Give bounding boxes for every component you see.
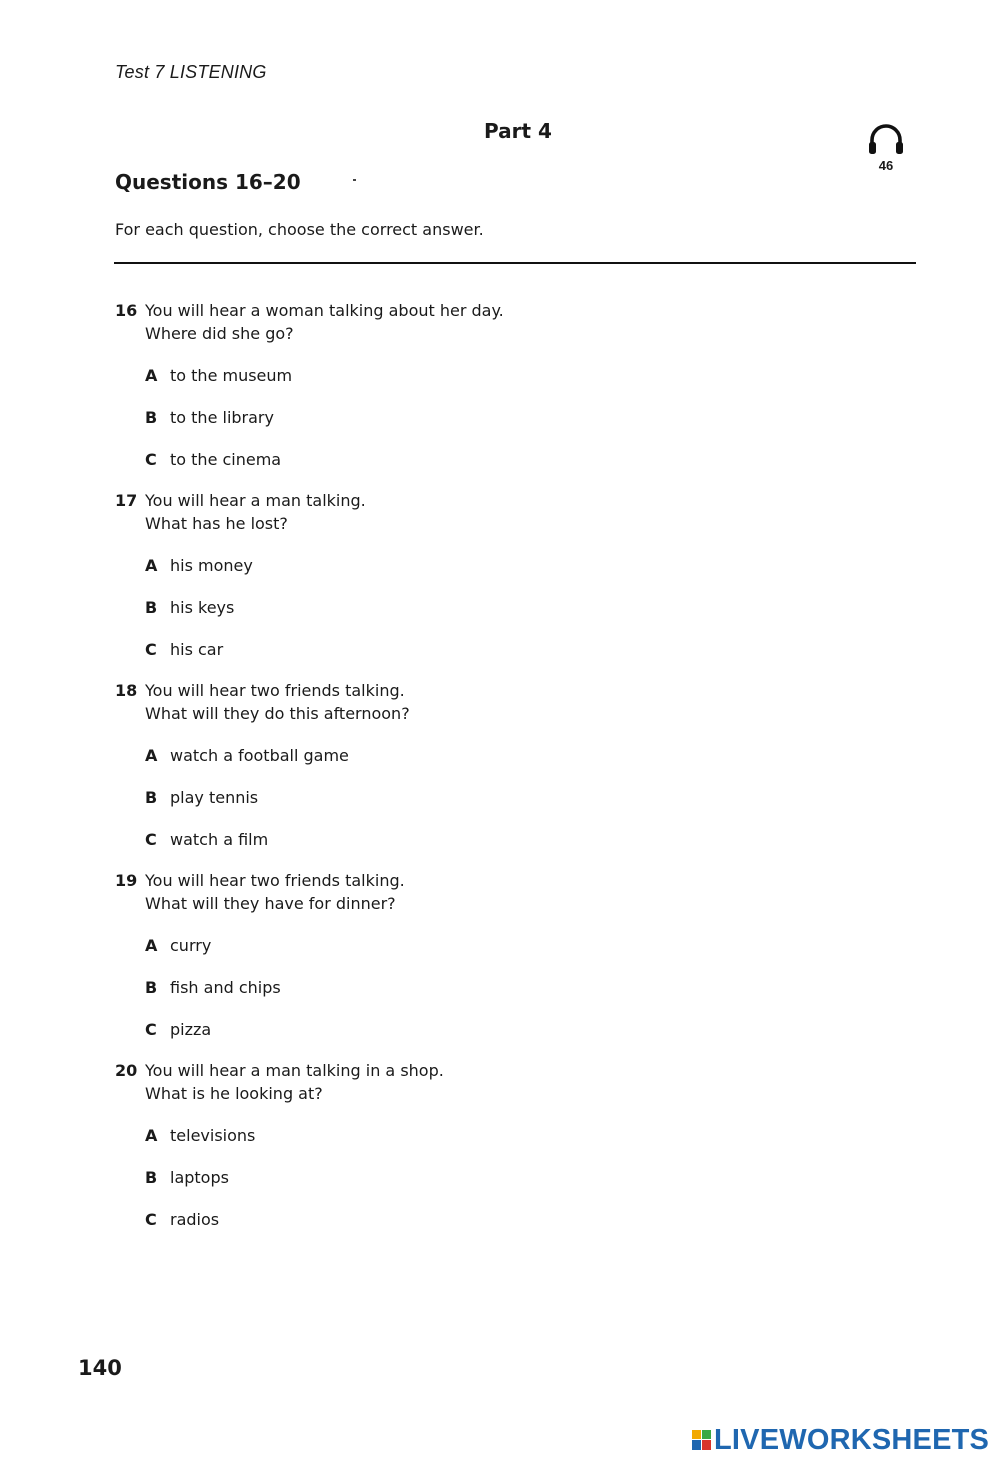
option-letter: B: [145, 598, 158, 617]
question-number: 19: [115, 871, 138, 890]
option-letter: C: [145, 1210, 157, 1229]
divider-rule: [114, 262, 916, 264]
option-text: curry: [170, 936, 212, 955]
question-number: 20: [115, 1061, 138, 1080]
option-c[interactable]: [145, 828, 268, 851]
option-b[interactable]: [145, 786, 258, 809]
option-a[interactable]: [145, 554, 253, 577]
headphones-icon: [866, 122, 906, 158]
option-text: to the cinema: [170, 450, 282, 469]
question-ask: What will they have for dinner?: [145, 894, 396, 913]
option-a[interactable]: [145, 744, 349, 767]
question-prompt: [145, 679, 410, 725]
option-text: pizza: [170, 1020, 212, 1039]
option-b[interactable]: [145, 406, 274, 429]
question-context: You will hear a man talking.: [145, 491, 366, 510]
part-title: Part 4: [484, 119, 552, 143]
question-ask: Where did she go?: [145, 324, 294, 343]
option-a[interactable]: [145, 934, 211, 957]
option-letter: C: [145, 640, 157, 659]
option-text: his keys: [170, 598, 235, 617]
running-head: Test 7 LISTENING: [115, 62, 267, 82]
question-context: You will hear two friends talking.: [145, 871, 405, 890]
option-letter: A: [145, 556, 158, 575]
option-c[interactable]: [145, 448, 281, 471]
option-b[interactable]: [145, 976, 281, 999]
option-letter: A: [145, 1126, 158, 1145]
option-c[interactable]: [145, 1018, 211, 1041]
question-ask: What has he lost?: [145, 514, 288, 533]
option-text: to the museum: [170, 366, 293, 385]
question-number: 18: [115, 681, 138, 700]
question-prompt: [145, 299, 504, 345]
track-number: 46: [878, 158, 894, 173]
instruction-text: For each question, choose the correct answer.: [115, 220, 484, 239]
option-letter: C: [145, 450, 157, 469]
option-b[interactable]: [145, 596, 234, 619]
option-letter: B: [145, 408, 158, 427]
option-text: watch a film: [170, 830, 269, 849]
option-c[interactable]: [145, 638, 223, 661]
option-letter: B: [145, 1168, 158, 1187]
question-prompt: [145, 489, 366, 535]
option-a[interactable]: [145, 364, 292, 387]
option-text: play tennis: [170, 788, 259, 807]
question-context: You will hear a woman talking about her day.: [145, 301, 504, 320]
option-letter: B: [145, 978, 158, 997]
option-letter: C: [145, 1020, 157, 1039]
option-letter: B: [145, 788, 158, 807]
option-c[interactable]: [145, 1208, 219, 1231]
option-text: radios: [170, 1210, 220, 1229]
question-context: You will hear a man talking in a shop.: [145, 1061, 444, 1080]
option-text: laptops: [170, 1168, 229, 1187]
question-prompt: [145, 1059, 444, 1105]
option-letter: A: [145, 936, 158, 955]
option-text: watch a football game: [170, 746, 349, 765]
option-letter: A: [145, 746, 158, 765]
page-number: 140: [78, 1356, 122, 1380]
question-number: 16: [115, 301, 138, 320]
option-text: televisions: [170, 1126, 256, 1145]
option-letter: A: [145, 366, 158, 385]
section-title: Questions 16–20: [115, 170, 301, 194]
watermark-text: LIVEWORKSHEETS: [714, 1423, 990, 1456]
question-ask: What will they do this afternoon?: [145, 704, 410, 723]
option-b[interactable]: [145, 1166, 229, 1189]
option-text: fish and chips: [170, 978, 281, 997]
question-context: You will hear two friends talking.: [145, 681, 405, 700]
question-number: 17: [115, 491, 138, 510]
option-text: his car: [170, 640, 224, 659]
question-ask: What is he looking at?: [145, 1084, 323, 1103]
option-letter: C: [145, 830, 157, 849]
audio-track-indicator: [866, 122, 906, 172]
question-prompt: [145, 869, 405, 915]
option-text: to the library: [170, 408, 274, 427]
option-a[interactable]: [145, 1124, 255, 1147]
liveworksheets-logo-icon: [692, 1429, 712, 1451]
option-text: his money: [170, 556, 253, 575]
print-speck: [353, 179, 356, 181]
liveworksheets-watermark[interactable]: [692, 1424, 989, 1456]
